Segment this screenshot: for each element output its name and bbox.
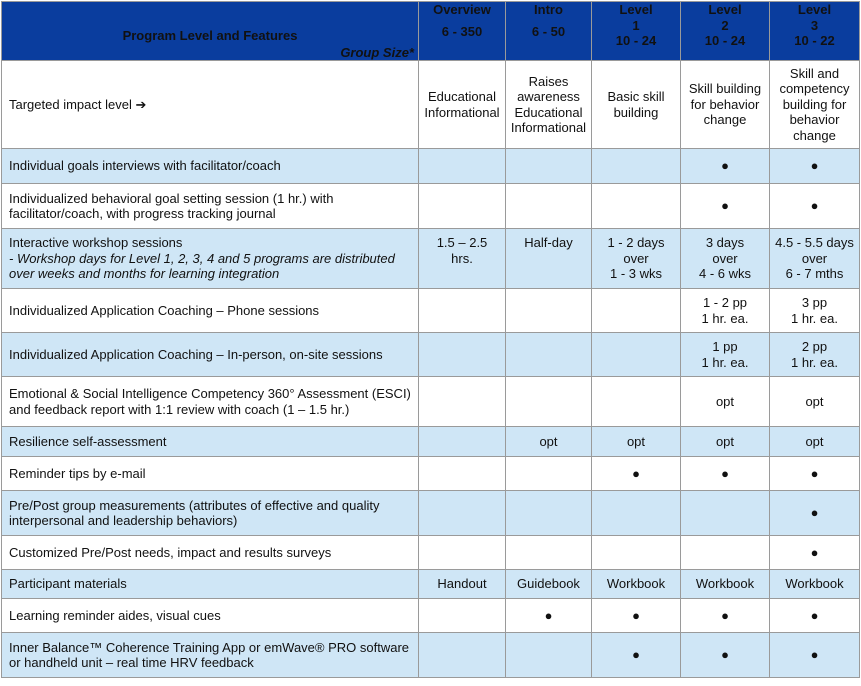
feature-label: Resilience self-assessment bbox=[9, 433, 167, 449]
value-cell bbox=[506, 536, 592, 570]
feature-label: Individualized Application Coaching – Phone sessions bbox=[9, 302, 320, 318]
value-cell bbox=[419, 491, 506, 536]
value-cell: Workbook bbox=[681, 570, 770, 599]
table-row bbox=[2, 377, 860, 427]
value-cell bbox=[419, 377, 506, 427]
value-cell: opt bbox=[506, 427, 592, 457]
included-dot: ● bbox=[770, 633, 860, 678]
included-dot: ● bbox=[592, 457, 681, 491]
included-dot: ● bbox=[770, 491, 860, 536]
value-cell bbox=[419, 457, 506, 491]
value-cell bbox=[681, 491, 770, 536]
table-row bbox=[2, 289, 860, 333]
value-cell: Basic skill building bbox=[592, 61, 681, 149]
table-row bbox=[2, 599, 860, 633]
value-cell: opt bbox=[592, 427, 681, 457]
column-header-level-1 bbox=[592, 2, 681, 61]
value-cell bbox=[592, 333, 681, 377]
table-row bbox=[2, 536, 860, 570]
included-dot: ● bbox=[681, 633, 770, 678]
column-group-size: 6 - 350 bbox=[441, 23, 483, 39]
value-cell bbox=[592, 536, 681, 570]
included-dot: ● bbox=[770, 536, 860, 570]
column-name: Intro bbox=[534, 2, 563, 17]
value-cell: Educational Informational bbox=[419, 61, 506, 149]
column-name: Overview bbox=[433, 2, 491, 17]
value-cell bbox=[592, 377, 681, 427]
included-dot: ● bbox=[506, 599, 592, 633]
value-cell: 1 - 2 days over 1 - 3 wks bbox=[592, 229, 681, 289]
value-cell bbox=[592, 184, 681, 229]
feature-cell bbox=[2, 377, 419, 427]
included-dot: ● bbox=[681, 457, 770, 491]
table-row bbox=[2, 184, 860, 229]
value-cell: opt bbox=[770, 377, 860, 427]
column-group-size: 10 - 24 bbox=[704, 33, 746, 48]
table-row bbox=[2, 149, 860, 184]
table-row bbox=[2, 333, 860, 377]
feature-note: - Workshop days for Level 1, 2, 3, 4 and 5 programs are distributed over weeks and months for learning integration bbox=[9, 250, 395, 282]
value-cell bbox=[419, 599, 506, 633]
column-header-intro bbox=[506, 2, 592, 61]
value-cell: opt bbox=[770, 427, 860, 457]
included-dot: ● bbox=[681, 599, 770, 633]
feature-cell bbox=[2, 633, 419, 678]
feature-label: Reminder tips by e-mail bbox=[9, 465, 146, 481]
feature-label: Interactive workshop sessions bbox=[9, 235, 183, 251]
feature-cell bbox=[2, 599, 419, 633]
value-cell: 1.5 – 2.5 hrs. bbox=[419, 229, 506, 289]
value-cell bbox=[592, 289, 681, 333]
value-cell bbox=[419, 184, 506, 229]
value-cell bbox=[506, 491, 592, 536]
value-cell: 1 pp 1 hr. ea. bbox=[681, 333, 770, 377]
included-dot: ● bbox=[592, 599, 681, 633]
value-cell bbox=[419, 289, 506, 333]
column-name: Level 2 bbox=[708, 2, 742, 33]
included-dot: ● bbox=[770, 457, 860, 491]
table-row bbox=[2, 457, 860, 491]
feature-label: Individual goals interviews with facilitator/coach bbox=[9, 158, 281, 174]
included-dot: ● bbox=[592, 633, 681, 678]
included-dot: ● bbox=[681, 184, 770, 229]
value-cell: opt bbox=[681, 377, 770, 427]
feature-cell bbox=[2, 427, 419, 457]
value-cell bbox=[681, 536, 770, 570]
table-row bbox=[2, 427, 860, 457]
value-cell bbox=[419, 149, 506, 184]
feature-cell bbox=[2, 61, 419, 149]
header-title-cell bbox=[2, 2, 419, 61]
value-cell bbox=[506, 289, 592, 333]
feature-cell bbox=[2, 289, 419, 333]
program-features-table bbox=[1, 1, 860, 678]
feature-cell bbox=[2, 570, 419, 599]
feature-label: Emotional & Social Intelligence Competency 360° Assessment (ESCI) and feedback report with 1:1 review with coach (1 – 1.5 hr.) bbox=[9, 386, 411, 417]
feature-label: Inner Balance™ Coherence Training App or emWave® PRO software or handheld unit – real time HRV feedback bbox=[9, 639, 410, 670]
column-name: Level 1 bbox=[619, 2, 653, 33]
column-header-overview bbox=[419, 2, 506, 61]
column-group-size: 10 - 24 bbox=[615, 33, 657, 48]
feature-cell bbox=[2, 229, 419, 289]
value-cell bbox=[506, 457, 592, 491]
feature-cell bbox=[2, 149, 419, 184]
feature-cell bbox=[2, 457, 419, 491]
included-dot: ● bbox=[770, 599, 860, 633]
table-row bbox=[2, 633, 860, 678]
column-header-level-3 bbox=[770, 2, 860, 61]
value-cell bbox=[506, 184, 592, 229]
feature-cell bbox=[2, 491, 419, 536]
table-row bbox=[2, 570, 860, 599]
value-cell: 4.5 - 5.5 days over 6 - 7 mths bbox=[770, 229, 860, 289]
feature-label: Participant materials bbox=[9, 576, 127, 592]
value-cell bbox=[592, 491, 681, 536]
value-cell bbox=[506, 633, 592, 678]
value-cell bbox=[506, 333, 592, 377]
value-cell bbox=[419, 536, 506, 570]
value-cell bbox=[592, 149, 681, 184]
column-name: Level 3 bbox=[797, 2, 832, 33]
feature-cell bbox=[2, 184, 419, 229]
table-row bbox=[2, 491, 860, 536]
value-cell: Raises awareness Educational Informational bbox=[506, 61, 592, 149]
included-dot: ● bbox=[681, 149, 770, 184]
column-group-size: 6 - 50 bbox=[531, 23, 566, 39]
value-cell: Workbook bbox=[592, 570, 681, 599]
column-header-level-2 bbox=[681, 2, 770, 61]
value-cell bbox=[506, 149, 592, 184]
feature-label: Learning reminder aides, visual cues bbox=[9, 607, 221, 623]
header-row bbox=[2, 2, 860, 61]
value-cell bbox=[419, 333, 506, 377]
value-cell: 1 - 2 pp 1 hr. ea. bbox=[681, 289, 770, 333]
value-cell: Skill building for behavior change bbox=[681, 61, 770, 149]
value-cell: Skill and competency building for behavior change bbox=[770, 61, 860, 149]
feature-label: Pre/Post group measurements (attributes of effective and quality interpersonal and leadership behaviors) bbox=[9, 497, 380, 528]
value-cell: Handout bbox=[419, 570, 506, 599]
feature-label: Targeted impact level ➔ bbox=[9, 96, 147, 112]
value-cell: opt bbox=[681, 427, 770, 457]
table-row bbox=[2, 61, 860, 149]
table-body bbox=[2, 61, 860, 678]
included-dot: ● bbox=[770, 149, 860, 184]
value-cell: Workbook bbox=[770, 570, 860, 599]
value-cell: Half-day bbox=[506, 229, 592, 289]
value-cell bbox=[419, 633, 506, 678]
value-cell bbox=[506, 377, 592, 427]
value-cell: Guidebook bbox=[506, 570, 592, 599]
included-dot: ● bbox=[770, 184, 860, 229]
table-title: Program Level and Features bbox=[122, 28, 298, 43]
feature-label: Individualized behavioral goal setting session (1 hr.) with facilitator/coach, with progress tracking journal bbox=[9, 190, 334, 221]
feature-label: Customized Pre/Post needs, impact and results surveys bbox=[9, 544, 332, 560]
feature-cell bbox=[2, 333, 419, 377]
table-row bbox=[2, 229, 860, 289]
value-cell: 3 pp 1 hr. ea. bbox=[770, 289, 860, 333]
column-group-size: 10 - 22 bbox=[794, 33, 835, 48]
value-cell: 3 days over 4 - 6 wks bbox=[681, 229, 770, 289]
value-cell bbox=[419, 427, 506, 457]
feature-label: Individualized Application Coaching – In-person, on-site sessions bbox=[9, 346, 383, 362]
group-size-label: Group Size* bbox=[340, 44, 414, 60]
value-cell: 2 pp 1 hr. ea. bbox=[770, 333, 860, 377]
feature-cell bbox=[2, 536, 419, 570]
